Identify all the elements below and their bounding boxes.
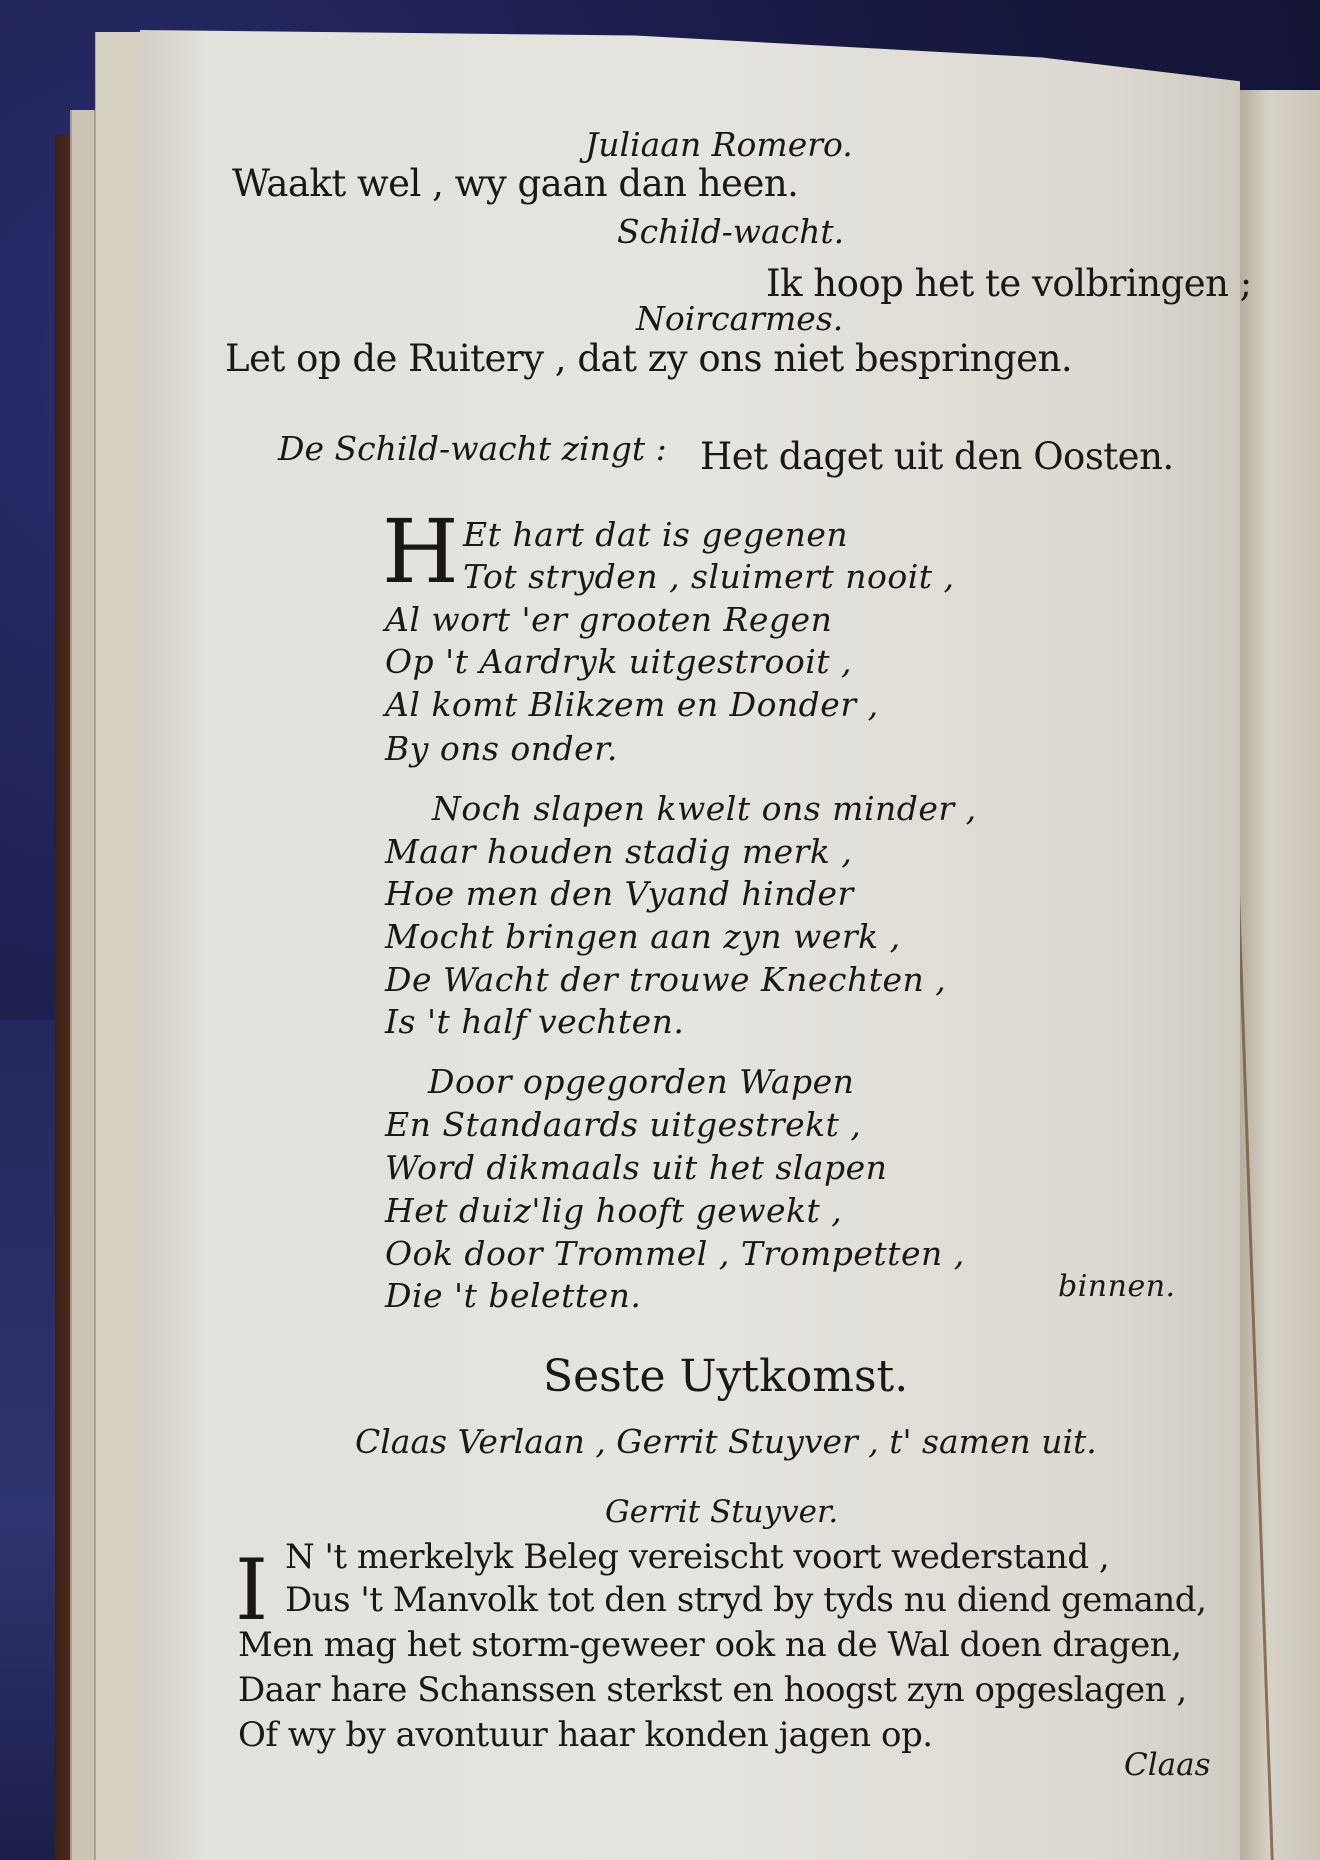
verse-line: Mocht bringen aan zyn werk , <box>385 917 901 956</box>
verse-line: Et hart dat is gegenen <box>463 515 849 554</box>
dialogue-line: Waakt wel , wy gaan dan heen. <box>232 162 799 205</box>
speech-line: N 't merkelyk Beleg vereischt voort wederstand , <box>285 1537 1110 1577</box>
verse-line: Die 't beletten. <box>385 1276 642 1315</box>
verse-line: Op 't Aardryk uitgestrooit , <box>385 642 853 681</box>
verse-line: Al wort 'er grooten Regen <box>385 600 833 639</box>
stage-direction: binnen. <box>1058 1269 1176 1304</box>
verse-line: Is 't half vechten. <box>385 1002 685 1041</box>
verse-line: Maar houden stadig merk , <box>385 832 853 871</box>
verse-line: Door opgegorden Wapen <box>428 1062 855 1101</box>
scene-cast: Claas Verlaan , Gerrit Stuyver , t' samen uit. <box>355 1422 1097 1461</box>
verse-line: Ook door Trommel , Trompetten , <box>385 1234 965 1273</box>
speaker-name: Schild-wacht. <box>617 212 845 251</box>
stage-direction: De Schild-wacht zingt : <box>278 429 667 468</box>
verse-line: Hoe men den Vyand hinder <box>385 874 854 913</box>
verse-line: Het duiz'lig hooft gewekt , <box>385 1191 843 1230</box>
speech-line: Dus 't Manvolk tot den stryd by tyds nu diend gemand, <box>285 1580 1207 1620</box>
verse-line: Word dikmaals uit het slapen <box>385 1148 888 1187</box>
facing-page-gutter <box>1235 90 1320 1860</box>
drop-cap: H <box>382 500 459 603</box>
verse-line: De Wacht der trouwe Knechten , <box>385 960 947 999</box>
scene-title: Seste Uytkomst. <box>543 1351 909 1402</box>
speaker-name: Gerrit Stuyver. <box>605 1494 839 1530</box>
speech-line: Daar hare Schanssen sterkst en hoogst zyn opgeslagen , <box>238 1670 1187 1710</box>
verse-line: Tot stryden , sluimert nooit , <box>463 557 955 596</box>
speech-line: Of wy by avontuur haar konden jagen op. <box>238 1715 933 1755</box>
speech-line: Men mag het storm-geweer ook na de Wal doen dragen, <box>238 1625 1182 1665</box>
verse-line: En Standaards uitgestrekt , <box>385 1105 862 1144</box>
drop-cap: I <box>235 1541 269 1639</box>
song-tune: Het daget uit den Oosten. <box>700 435 1174 478</box>
verse-line: By ons onder. <box>385 729 618 768</box>
dialogue-line: Ik hoop het te volbringen ; <box>766 262 1252 305</box>
catchword: Claas <box>1124 1747 1211 1783</box>
verse-line: Noch slapen kwelt ons minder , <box>432 789 977 828</box>
verse-line: Al komt Blikzem en Donder , <box>385 685 879 724</box>
speaker-name: Noircarmes. <box>636 299 844 338</box>
speaker-name: Juliaan Romero. <box>585 125 853 164</box>
dialogue-line: Let op de Ruitery , dat zy ons niet bespringen. <box>225 337 1073 380</box>
